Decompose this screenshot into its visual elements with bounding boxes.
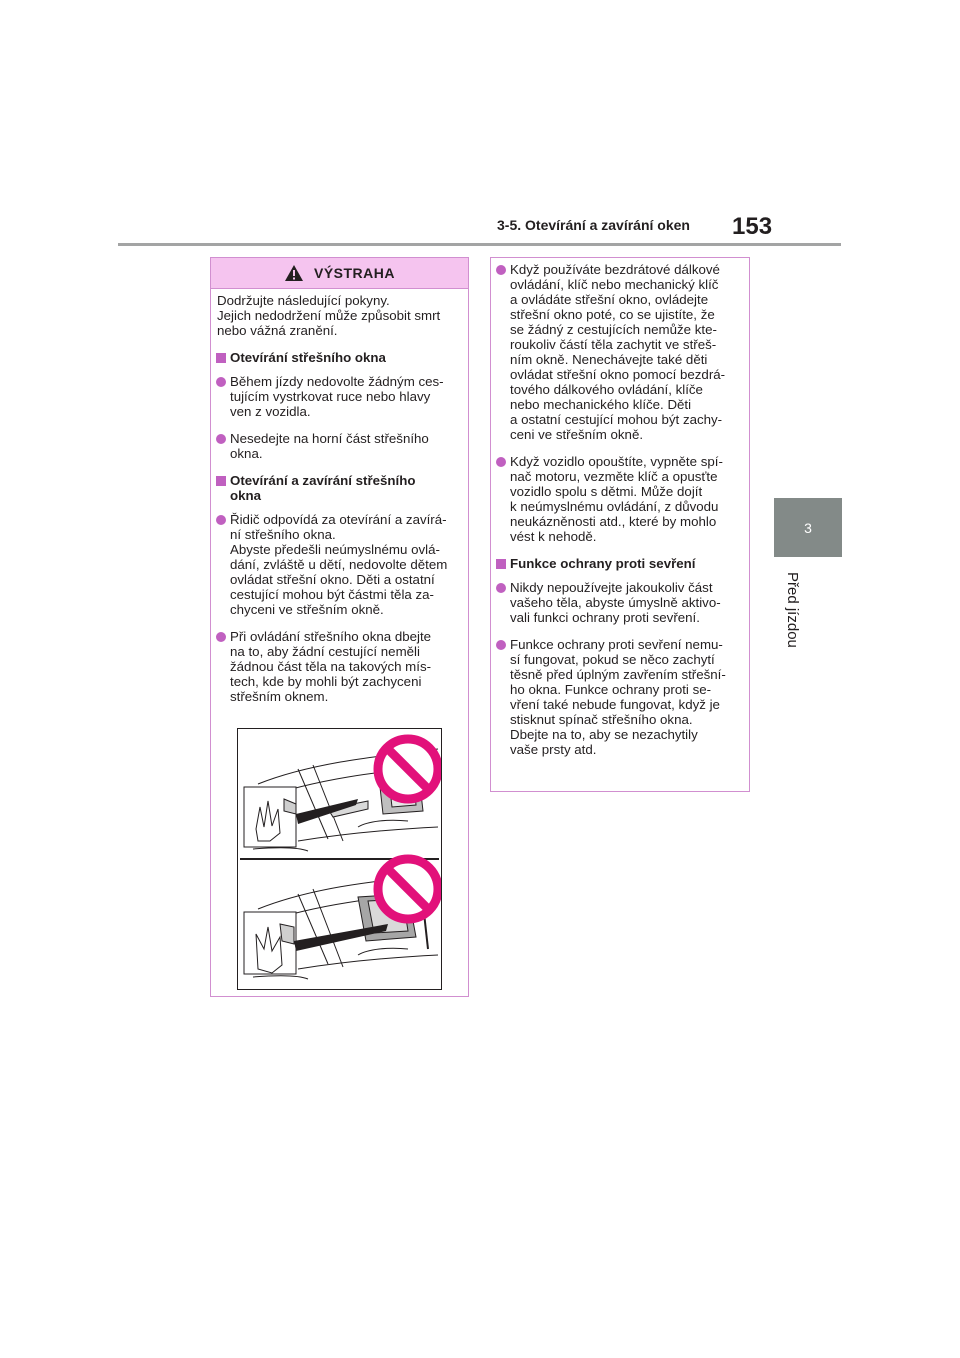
list-item: [216, 512, 468, 617]
circle-bullet-icon: [216, 377, 226, 387]
sunroof-illustration-drawing: [238, 729, 441, 989]
list-item: [496, 637, 749, 757]
warning-panel-left: [210, 257, 469, 997]
list-item: [496, 580, 749, 625]
chapter-tab: [774, 498, 842, 557]
list-item-text: Nesedejte na horní část střešního okna.: [230, 431, 429, 461]
heading-text: Otevírání a zavírání střešního okna: [230, 473, 416, 503]
list-item-text: Nikdy nepoužívejte jakoukoliv část vašeho těla, abyste úmyslně aktivo- vali funkci ochrany proti sevření.: [510, 580, 721, 625]
heading-text: Otevírání střešního okna: [230, 350, 386, 365]
list-item-text: Funkce ochrany proti sevření nemu- sí fungovat, pokud se něco zachytí těsně před úplným zavřením střešní- ho okna. Funkce ochrany proti se- vření také nebude fungovat, když je stisknut spínač střešního okna. Dbejte na to, aby se nezachytily vaše prsty atd.: [510, 637, 726, 757]
list-item: [496, 454, 749, 544]
circle-bullet-icon: [496, 640, 506, 650]
chapter-label: Před jízdou: [784, 572, 801, 648]
warning-triangle-icon: [284, 264, 304, 282]
prohibition-icon: [378, 859, 438, 919]
warning-panel-right: [490, 257, 750, 792]
list-item: [216, 629, 468, 704]
circle-bullet-icon: [496, 265, 506, 275]
square-bullet-icon: [216, 353, 226, 363]
list-item-text: Když vozidlo opouštíte, vypněte spí- nač motoru, vezměte klíč a opusťte vozidlo spolu s dětmi. Může dojít k neúmyslnému ovládání, z důvodu neukázněnosti atd., které by mohlo vést k nehodě.: [510, 454, 723, 544]
section-heading: [216, 473, 468, 503]
chapter-number: 3: [804, 519, 812, 536]
heading-text: Funkce ochrany proti sevření: [510, 556, 696, 571]
list-item: [216, 374, 468, 419]
warning-header: [211, 258, 468, 289]
sunroof-illustration: [237, 728, 442, 990]
section-heading: [496, 556, 749, 571]
list-item-text: Při ovládání střešního okna dbejte na to, aby žádní cestující neměli žádnou část těla na takových mís- tech, kde by mohli být zachyceni střešním oknem.: [230, 629, 432, 704]
warning-intro: Dodržujte následující pokyny. Jejich nedodržení může způsobit smrt nebo vážná zranění.: [217, 293, 441, 338]
page-number: 153: [732, 213, 773, 240]
square-bullet-icon: [216, 476, 226, 486]
circle-bullet-icon: [216, 434, 226, 444]
list-item-text: Během jízdy nedovolte žádným ces- tujícím vystrkovat ruce nebo hlavy ven z vozidla.: [230, 374, 444, 419]
list-item-text: Řidič odpovídá za otevírání a zavírá- ní střešního okna. Abyste předešli neúmyslnému ovlá- dání, zvláště u dětí, nedovolte dětem ovládat střešní okno. Děti a ostatní cestující mohou být částmi těla za- chyceni ve střešním okně.: [230, 512, 448, 617]
warning-title: VÝSTRAHA: [313, 265, 395, 281]
section-title: 3-5. Otevírání a zavírání oken: [497, 217, 690, 233]
square-bullet-icon: [496, 559, 506, 569]
circle-bullet-icon: [216, 515, 226, 525]
circle-bullet-icon: [496, 583, 506, 593]
circle-bullet-icon: [216, 632, 226, 642]
list-item-text: Když používáte bezdrátové dálkové ovládání, klíč nebo mechanický klíč a ovládáte střešní okno, ovládejte střešní okno poté, co se ujistíte, že se žádný z cestujících nemůže kte- roukoliv částí těla zachytit ve střeš- ním okně. Nenechávejte také děti ovládat střešní okno pomocí bezdrá- tového dálkového ovládání, klíče nebo mechanického klíče. Děti a ostatní cestující mohou být zachy- ceni ve střešním okně.: [510, 262, 726, 442]
section-heading: [216, 350, 468, 365]
header-rule: [118, 243, 841, 246]
list-item: [216, 431, 468, 461]
prohibition-icon: [378, 739, 438, 799]
circle-bullet-icon: [496, 457, 506, 467]
list-item: [496, 262, 749, 442]
